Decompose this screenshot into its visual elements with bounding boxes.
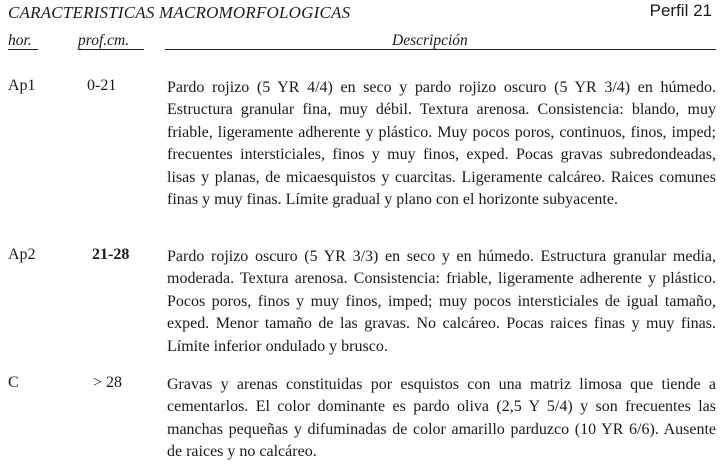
horizon-depth: 21-28 bbox=[92, 246, 130, 263]
horizon-depth: > 28 bbox=[93, 374, 123, 391]
column-header-horizon: hor. bbox=[8, 32, 32, 49]
horizon-name: C bbox=[8, 374, 19, 391]
horizon-description: Pardo rojizo (5 YR 4/4) en seco y pardo rojizo oscuro (5 YR 3/4) en húmedo. Estructura granular fina, muy débil. Textura arenosa. Consistencia: blando, muy friable, ligeramente adherente y plástico. Muy pocos poros, continuos, finos, imped; frecuentes intersticiales, finos y muy finos, exped. Pocas gravas subredondeadas, lisas y planas, de micaesquistos y cuarcitas. Ligeramente calcáreo. Raices comunes finas y muy finas. Límite gradual y plano con el horizonte subyacente. bbox=[167, 79, 716, 209]
profile-label: Perfil 21 bbox=[649, 1, 712, 20]
horizon-description: Gravas y arenas constituidas por esquistos con una matriz limosa que tiende a cementarlos. El color dominante es pardo oliva (2,5 Y 5/4) y son frecuentes las manchas pequeñas y difuminadas de color amarillo parduzco (10 YR 6/6). Ausente de raices y no calcáreo. bbox=[167, 376, 716, 461]
column-header-depth: prof.cm. bbox=[78, 32, 130, 49]
document-title: CARACTERISTICAS MACROMORFOLOGICAS bbox=[8, 3, 351, 22]
description-header-underline bbox=[165, 49, 716, 50]
horizon-name: Ap2 bbox=[8, 246, 36, 263]
horizon-name: Ap1 bbox=[8, 77, 36, 94]
horizon-depth: 0-21 bbox=[87, 77, 117, 94]
horizon-header-underline bbox=[8, 49, 38, 50]
depth-header-underline bbox=[78, 49, 144, 50]
horizon-description: Pardo rojizo oscuro (5 YR 3/3) en seco y en húmedo. Estructura granular media, moderada. Textura arenosa. Consistencia: friable, ligeramente adherente y plástico. Pocos poros, finos y muy finos, imped; muy pocos intersticiales de igual tamaño, exped. Menor tamaño de las gravas. No calcáreo. Pocas raices finas y muy finas. Límite inferior ondulado y brusco. bbox=[167, 248, 716, 355]
column-header-description: Descripción bbox=[392, 32, 468, 49]
